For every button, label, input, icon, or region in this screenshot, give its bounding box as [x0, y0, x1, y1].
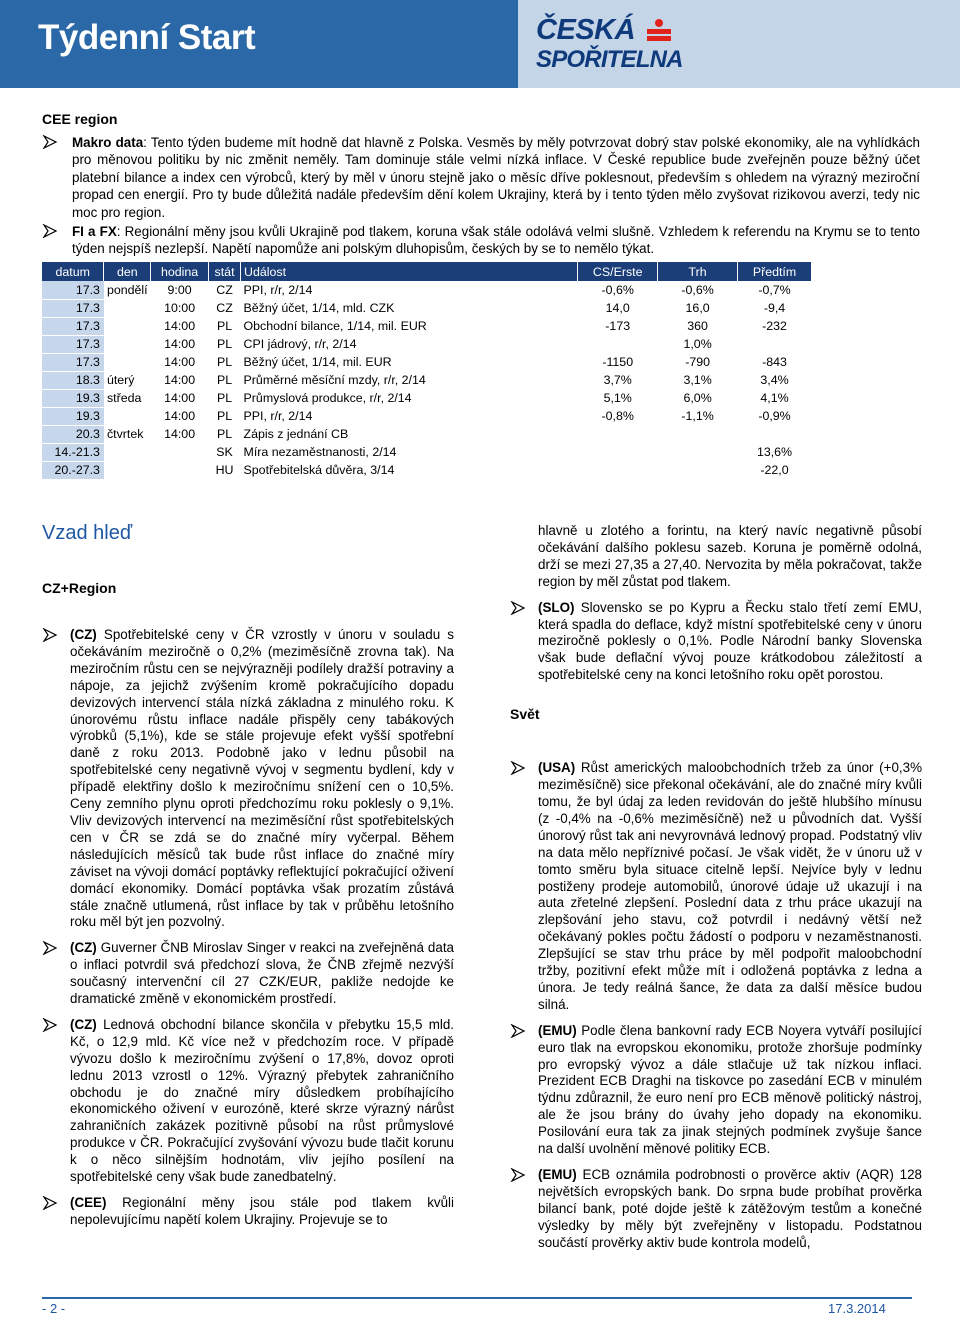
- cell-datum: 14.-21.3: [42, 443, 104, 461]
- table-row: [42, 353, 812, 371]
- cee-bullets: [42, 134, 920, 258]
- cell-datum: 17.3: [42, 281, 104, 299]
- cell-stat: PL: [209, 425, 241, 443]
- news-tag: (EMU): [538, 1167, 577, 1182]
- table-row: [42, 371, 812, 389]
- news-tag: (CZ): [70, 1016, 97, 1032]
- cell-cs-erste: [578, 425, 658, 443]
- cell-trh: [658, 461, 738, 479]
- cell-stat: PL: [209, 371, 241, 389]
- cell-datum: 20.-27.3: [42, 461, 104, 479]
- cell-stat: PL: [209, 389, 241, 407]
- cell-cs-erste: [578, 443, 658, 461]
- news-tag: (CZ): [70, 627, 97, 642]
- cell-datum: 17.3: [42, 335, 104, 353]
- makro-label: Makro data: [72, 135, 144, 150]
- col-header-cs-erste: CS/Erste: [578, 262, 658, 281]
- cee-bullet-makro: [42, 134, 920, 221]
- page-number: - 2 -: [42, 1301, 66, 1316]
- cell-hodina: 14:00: [151, 389, 209, 407]
- table-row: [42, 443, 812, 461]
- cell-udalost: Běžný účet, 1/14, mil. EUR: [241, 353, 578, 371]
- cell-cs-erste: 5,1%: [578, 389, 658, 407]
- arrow-bullet-icon: [510, 601, 526, 615]
- economic-calendar-table: [42, 262, 812, 480]
- ceska-sporitelna-logo: [536, 14, 696, 76]
- arrow-bullet-icon: [42, 628, 58, 642]
- cell-predtim: -0,7%: [738, 281, 812, 299]
- cell-den: pondělí: [104, 281, 151, 299]
- news-bullet: [42, 940, 454, 1008]
- cell-den: [104, 317, 151, 335]
- arrow-bullet-icon: [510, 1168, 526, 1182]
- makro-text: : Tento týden budeme mít hodně dat hlavně z Polska. Vesměs by měly potvrzovat dobrý stav polské ekonomiky, ale na vyhlídkách pro měnovou politiku by nic změnit neměly. Tam dominuje stále velmi nízká inflace. V České republice bude zveřejněn pouze běžný účet platební bilance a index cen výrobců, který by měl v únoru stejně jako o měsíc dříve poklesnout, především s ohledem na výrazný meziroční propad cen energií. Pro ty bude důležitá nadále především dění kolem Ukrajiny, která by i tento týden mělo zvyšovat rizikovou averzi, tedy nic moc pro region.: [72, 135, 920, 220]
- cell-datum: 17.3: [42, 353, 104, 371]
- cell-trh: -790: [658, 353, 738, 371]
- col-header-datum: datum: [42, 262, 104, 281]
- cell-udalost: PPI, r/r, 2/14: [241, 281, 578, 299]
- cell-den: úterý: [104, 371, 151, 389]
- arrow-bullet-icon: [42, 135, 58, 149]
- news-bullet: [42, 1195, 454, 1229]
- cell-hodina: [151, 461, 209, 479]
- news-text: Podle člena bankovní rady ECB Noyera vytváří posilující euro tlak na evropskou ekonomiku, protože zhoršuje podmínky pro evropský vývoz a dále stlačuje už tak nízkou inflaci. Prezident ECB Draghi na tiskovce po zasedání ECB v minulém týdnu zdůraznil, že euro není pro ECB měnově politický nástroj, ale že jsou brány do úvahy jeho dopady na ekonomiku. Posilování eura tak za jinak stejných podmínek zvyšuje šance na další uvolnění měnové politiky ECB.: [538, 1022, 922, 1157]
- cell-den: čtvrtek: [104, 425, 151, 443]
- header-banner: [0, 0, 518, 88]
- table-row: [42, 461, 812, 479]
- cell-predtim: [738, 335, 812, 353]
- cee-region-title: CEE region: [42, 111, 118, 127]
- cell-predtim: 13,6%: [738, 443, 812, 461]
- cell-predtim: -0,9%: [738, 407, 812, 425]
- fifx-label: FI a FX: [72, 224, 117, 240]
- col-header-predtim: Předtím: [738, 262, 812, 281]
- arrow-bullet-icon: [42, 941, 58, 955]
- cell-stat: PL: [209, 407, 241, 425]
- cell-udalost: Průmyslová produkce, r/r, 2/14: [241, 389, 578, 407]
- cell-cs-erste: 14,0: [578, 299, 658, 317]
- cell-udalost: Průměrné měsíční mzdy, r/r, 2/14: [241, 371, 578, 389]
- cell-udalost: Zápis z jednání CB: [241, 425, 578, 443]
- col-header-hodina: hodina: [151, 262, 209, 281]
- news-tag: (EMU): [538, 1022, 577, 1038]
- news-text: Regionální měny jsou stále pod tlakem kvůli nepolevujícímu napětí kolem Ukrajiny. Projevuje se to: [70, 1195, 454, 1227]
- cell-trh: -0,6%: [658, 281, 738, 299]
- arrow-bullet-icon: [42, 224, 58, 238]
- cell-predtim: -9,4: [738, 299, 812, 317]
- cell-den: [104, 299, 151, 317]
- page-header: [0, 0, 960, 88]
- cell-predtim: -232: [738, 317, 812, 335]
- arrow-bullet-icon: [42, 1196, 58, 1210]
- cell-hodina: 10:00: [151, 299, 209, 317]
- cell-hodina: [151, 443, 209, 461]
- table-row: [42, 425, 812, 443]
- cell-den: [104, 407, 151, 425]
- news-bullet: [510, 1167, 922, 1252]
- cz-region-title: CZ+Region: [42, 580, 117, 596]
- table-row: [42, 407, 812, 425]
- col-header-udalost: Událost: [241, 262, 578, 281]
- cell-trh: -1,1%: [658, 407, 738, 425]
- cell-cs-erste: [578, 461, 658, 479]
- cell-predtim: [738, 425, 812, 443]
- cell-udalost: Míra nezaměstnanosti, 2/14: [241, 443, 578, 461]
- news-text: Lednová obchodní bilance skončila v přebytku 15,5 mld. Kč, o 12,9 mld. Kč více než v předchozím roce. V případě vývozu došlo k meziročnímu zvýšení o 17,8%, dovoz oproti lednu 2013 vzrostl o 12%. Výrazný přebytek zahraničního obchodu je do značné míry důsledkem probíhajícího ekonomického oživení v eurozóně, které skrze výrazný nárůst zahraničních zakázek pozitivně působí na růst průmyslové produkce v ČR. Pokračující zvyšování vývozu bude tlačit korunu k o něco silnějším hodnotám, vliv jejího posílení na spotřebitelské ceny však bude zanedbatelný.: [70, 1016, 454, 1185]
- cell-stat: PL: [209, 353, 241, 371]
- cell-cs-erste: -0,8%: [578, 407, 658, 425]
- cell-stat: PL: [209, 317, 241, 335]
- slo-tag: (SLO): [538, 599, 575, 615]
- logo-text-line2: SPOŘITELNA: [536, 46, 683, 73]
- left-bullets: [42, 627, 454, 1229]
- cell-trh: 16,0: [658, 299, 738, 317]
- cell-stat: HU: [209, 461, 241, 479]
- world-title: Svět: [510, 706, 540, 723]
- cell-hodina: 14:00: [151, 407, 209, 425]
- arrow-bullet-icon: [510, 761, 526, 775]
- left-column: [42, 580, 454, 1238]
- news-bullet: [42, 1017, 454, 1186]
- table-row: [42, 335, 812, 353]
- cell-trh: 1,0%: [658, 335, 738, 353]
- cell-stat: SK: [209, 443, 241, 461]
- cell-den: [104, 335, 151, 353]
- cell-hodina: 14:00: [151, 317, 209, 335]
- cell-udalost: CPI jádrový, r/r, 2/14: [241, 335, 578, 353]
- table-row: [42, 317, 812, 335]
- news-tag: (CZ): [70, 940, 97, 956]
- cell-datum: 20.3: [42, 425, 104, 443]
- cee-bullet-fifx: [42, 223, 920, 258]
- cell-datum: 18.3: [42, 371, 104, 389]
- footer-divider: [42, 1297, 912, 1299]
- cell-hodina: 14:00: [151, 353, 209, 371]
- table-row: [42, 389, 812, 407]
- cell-trh: 3,1%: [658, 371, 738, 389]
- news-tag: (USA): [538, 760, 576, 776]
- fifx-text: : Regionální měny jsou kvůli Ukrajině pod tlakem, koruna však stále odolává velmi slušně. Vzhledem k referendu na Krymu se to tento týden nejspíš nezlepší. Napětí napomůže ani polským dluhopisům, českých by se to nemělo týkat.: [72, 224, 920, 257]
- logo-text-line1: ČESKÁ: [536, 14, 636, 46]
- cell-datum: 17.3: [42, 299, 104, 317]
- col-header-stat: stát: [209, 262, 241, 281]
- cell-den: [104, 353, 151, 371]
- cell-hodina: 14:00: [151, 371, 209, 389]
- cell-cs-erste: -1150: [578, 353, 658, 371]
- arrow-bullet-icon: [510, 1024, 526, 1038]
- cell-hodina: 14:00: [151, 425, 209, 443]
- logo-symbol-icon: [644, 18, 674, 42]
- cell-predtim: 3,4%: [738, 371, 812, 389]
- cell-datum: 19.3: [42, 407, 104, 425]
- slo-bullet: [510, 600, 922, 685]
- news-tag: (CEE): [70, 1195, 107, 1210]
- table-row: [42, 299, 812, 317]
- cell-den: středa: [104, 389, 151, 407]
- cell-hodina: 14:00: [151, 335, 209, 353]
- cell-udalost: Běžný účet, 1/14, mld. CZK: [241, 299, 578, 317]
- cell-cs-erste: [578, 335, 658, 353]
- cell-stat: PL: [209, 335, 241, 353]
- cell-stat: CZ: [209, 299, 241, 317]
- cell-trh: [658, 425, 738, 443]
- cell-udalost: Obchodní bilance, 1/14, mil. EUR: [241, 317, 578, 335]
- cell-den: [104, 461, 151, 479]
- cell-datum: 19.3: [42, 389, 104, 407]
- outlook-title: Vzad hleď: [42, 522, 133, 544]
- right-bullets: [510, 760, 922, 1251]
- cell-cs-erste: 3,7%: [578, 371, 658, 389]
- news-text: ECB oznámila podrobnosti o prověrce aktiv (AQR) 128 největších evropských bank. Do srpna bude probíhat prověrka bilancí bank, poté dojde ještě k zátěžovým testům a konečné výsledky by měly být zveřejněny v listopadu. Podstatnou součástí prověrky aktiv bude kontrola modelů,: [538, 1167, 922, 1250]
- cell-datum: 17.3: [42, 317, 104, 335]
- cell-den: [104, 443, 151, 461]
- cell-predtim: -843: [738, 353, 812, 371]
- report-date: 17.3.2014: [828, 1301, 886, 1316]
- cell-predtim: 4,1%: [738, 389, 812, 407]
- cell-stat: CZ: [209, 281, 241, 299]
- news-bullet: [510, 1023, 922, 1158]
- arrow-bullet-icon: [42, 1018, 58, 1032]
- cell-cs-erste: -0,6%: [578, 281, 658, 299]
- table-body: [42, 281, 812, 479]
- col-header-trh: Trh: [658, 262, 738, 281]
- slo-text: Slovensko se po Kypru a Řecku stalo třetí zemí EMU, která spadla do deflace, když místní spotřebitelské ceny v únoru meziročně poklesly o 0,1%. Podle Národní banky Slovenska však bude deflační vývoj pouze krátkodobou záležitostí a spotřebitelské ceny na konci letošního roku opět porostou.: [538, 599, 922, 683]
- news-text: Guverner ČNB Miroslav Singer v reakci na zveřejněná data o inflaci potvrdil svá předchozí slova, že ČNB zřejmě nezvýší současný intervenční cíl 27 CZK/EUR, pakliže nedojde ke dramatické změně v ekonomickém prostředí.: [70, 940, 454, 1007]
- news-text: Růst amerických maloobchodních tržeb za únor (+0,3% meziměsíčně) sice překonal očekávání, ale do značné míry kvůli tomu, že byl údaj za leden revidován do ještě hlubšího mínusu (z -0,4% na -0,6% meziměsíčně) než u původních dat. Vyšší únorový růst tak ani nevyrovnává lednový propad. Podstatný vliv na data mělo nepříznivé počasí. Je však vidět, že v únoru už v tomto směru byla situace citelně lepší. Nejvíce byly v lednu postiženy prodeje automobilů, únorové údaje už ukazují i na auta zřetelné zlepšení. Poslední data z trhu práce ukazují na zlepšování jeho stavu, což potvrdil i nedávný větší než očekávaný pokles počtu žádostí o podporu v nezaměstnanosti. Zlepšující se stav trhu práce by měl podpořit maloobchodní tržby, pozitivní efekt může mít i odložená poptávka z ledna a února. Je tedy reálná šance, že data za další měsíce budou silná.: [538, 760, 922, 1012]
- cell-trh: 6,0%: [658, 389, 738, 407]
- cell-predtim: -22,0: [738, 461, 812, 479]
- news-bullet: [510, 760, 922, 1014]
- cell-trh: [658, 443, 738, 461]
- right-column: [510, 523, 922, 1261]
- news-bullet: [42, 627, 454, 931]
- cell-cs-erste: -173: [578, 317, 658, 335]
- col-header-den: den: [104, 262, 151, 281]
- cell-trh: 360: [658, 317, 738, 335]
- table-row: [42, 281, 812, 299]
- table-header-row: [42, 262, 812, 281]
- cell-udalost: PPI, r/r, 2/14: [241, 407, 578, 425]
- news-text: Spotřebitelské ceny v ČR vzrostly v únoru v souladu s očekáváním meziročně o 0,2% (meziměsíčně zrovna tak). Na meziročním růstu cen se nejvýrazněji podílely dražší potraviny a nápoje, za jejichž zvýšením kromě pokračujícího dopadu devizových intervencí stála nízká základna z minulého roku. K únorovému růstu inflace nadále přispěly ceny tabákových výrobků (5,1%), kde se stále projevuje efekt vyšší spotřební daně z roku 2013. Podobně jako v lednu působil na spotřebitelské ceny negativně vývoj v segmentu bydlení, kdy v případě elektřiny došlo k meziročnímu snížení cen o 10,5%. Ceny zemního plynu oproti předchozímu roku poklesly o 9,1%. Vliv devizových intervencí na meziměsíční růst spotřebitelských cen v ČR se zdá se do značné míry vyčerpal. Během následujících měsíců tak bude růst inflace do značné míry záviset na vývoji domácí poptávky reflektující pokračující oživení domácí ekonomiky. Domácí poptávka však prozatím zůstává stále značně utlumená, růst inflace by tak v průběhu letošního roku měl být jen pozvolný.: [70, 627, 454, 930]
- cell-udalost: Spotřebitelská důvěra, 3/14: [241, 461, 578, 479]
- header-title: Týdenní Start: [38, 18, 256, 57]
- cee-continuation: hlavně u zlotého a forintu, na který navíc negativně působí očekávání dalšího poklesu sazeb. Koruna je poměrně odolná, drží se mezi 27,35 a 27,40. Nervozita by měla pokračovat, takže region by měl zůstat pod tlakem.: [538, 523, 922, 589]
- cell-hodina: 9:00: [151, 281, 209, 299]
